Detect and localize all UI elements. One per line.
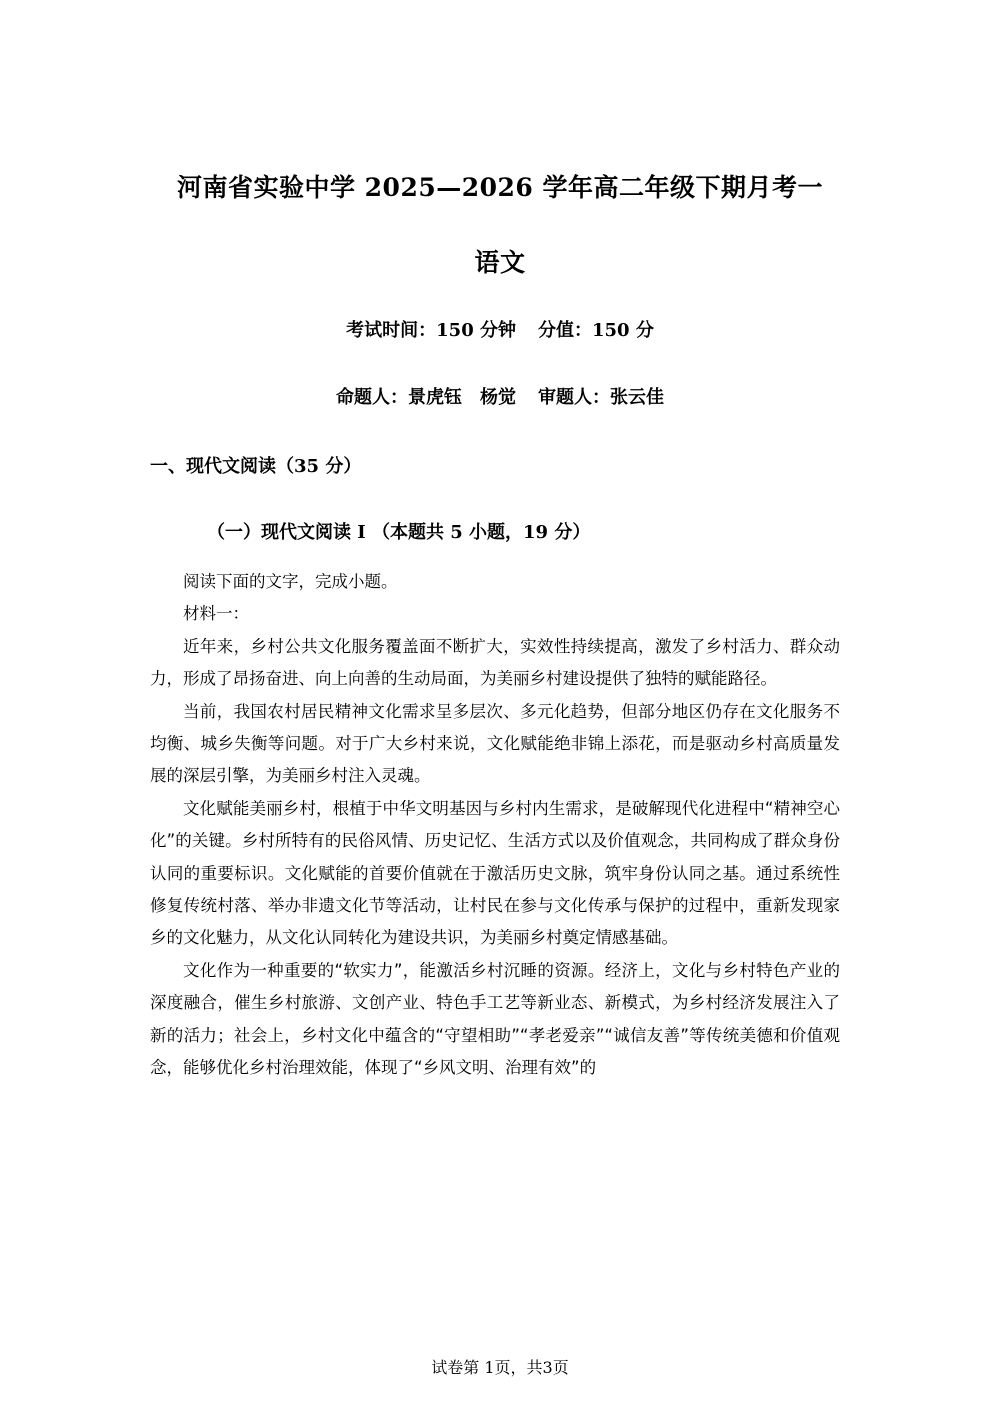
subsection-heading: （一）现代文阅读 I （本题共 5 小题，19 分）	[207, 522, 591, 543]
material-label: 材料一：	[183, 604, 249, 624]
reading-passage	[150, 566, 840, 1085]
exam-score: 分值：150 分	[538, 320, 654, 341]
exam-meta-line	[0, 316, 1000, 342]
page-footer: 试卷第 1页，共3页	[431, 1358, 569, 1377]
exam-title: 河南省实验中学 2025—2026 学年高二年级下期月考一	[176, 173, 824, 202]
exam-authors-line	[0, 383, 1000, 409]
section-heading: 一、现代文阅读（35 分）	[150, 456, 362, 477]
passage-paragraph: 文化赋能美丽乡村，根植于中华文明基因与乡村内生需求，是破解现代化进程中“精神空心化”的关键。乡村所特有的民俗风情、历史记忆、生活方式以及价值观念，共同构成了群众身份认同的重要标识。文化赋能的首要价值就在于激活历史文脉，筑牢身份认同之基。通过系统性修复传统村落、举办非遗文化节等活动，让村民在参与文化传承与保护的过程中，重新发现家乡的文化魅力，从文化认同转化为建设共识，为美丽乡村奠定情感基础。	[150, 798, 840, 948]
instruction-text: 阅读下面的文字，完成小题。	[183, 572, 398, 591]
exam-time: 考试时间：150 分钟	[346, 320, 516, 341]
passage-paragraph: 当前，我国农村居民精神文化需求呈多层次、多元化趋势，但部分地区仍存在文化服务不均衡、城乡失衡等问题。对于广大乡村来说，文化赋能绝非锦上添花，而是驱动乡村高质量发展的深层引擎，为美丽乡村注入灵魂。	[150, 701, 840, 786]
exam-reviewer: 审题人：张云佳	[538, 387, 664, 408]
exam-authors: 命题人：景虎钰 杨觉	[336, 387, 516, 408]
passage-paragraph: 近年来，乡村公共文化服务覆盖面不断扩大，实效性持续提高，激发了乡村活力、群众动力，形成了昂扬奋进、向上向善的生动局面，为美丽乡村建设提供了独特的赋能路径。	[150, 636, 840, 689]
passage-paragraph: 文化作为一种重要的“软实力”，能激活乡村沉睡的资源。经济上，文化与乡村特色产业的深度融合，催生乡村旅游、文创产业、特色手工艺等新业态、新模式，为乡村经济发展注入了新的活力；社会上，乡村文化中蕴含的“守望相助”“孝老爱亲”“诚信友善”等传统美德和价值观念，能够优化乡村治理效能，体现了“乡风文明、治理有效”的	[150, 960, 840, 1078]
subject-title: 语文	[474, 248, 526, 277]
